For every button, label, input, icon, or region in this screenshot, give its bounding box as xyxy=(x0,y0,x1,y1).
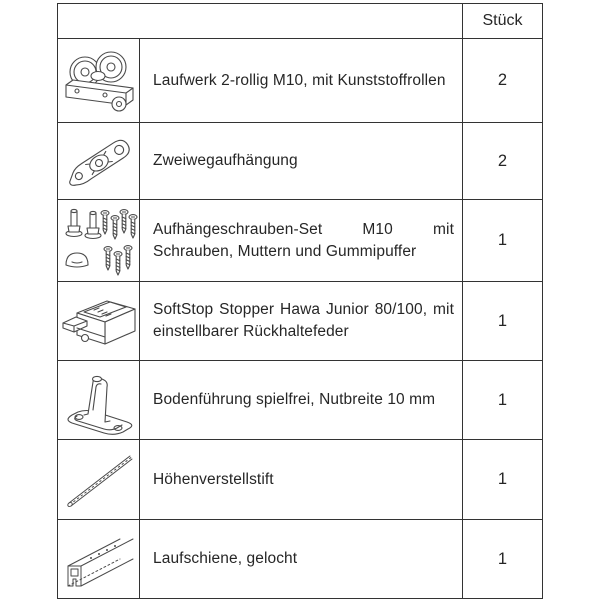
part-image-cell xyxy=(58,520,140,599)
part-quantity: 1 xyxy=(463,440,543,520)
part-description: Bodenführung spielfrei, Nutbreite 10 mm xyxy=(140,361,463,440)
part-description: Laufwerk 2-rollig M10, mit Kunststoffrollen xyxy=(140,39,463,123)
part-quantity: 1 xyxy=(463,282,543,361)
part-description: Laufschiene, gelocht xyxy=(140,520,463,599)
part-quantity: 1 xyxy=(463,520,543,599)
roller-trolley-drawing xyxy=(60,43,138,119)
part-image-cell xyxy=(58,282,140,361)
table-header-row xyxy=(58,4,543,39)
part-quantity: 2 xyxy=(463,39,543,123)
header-qty-label: Stück xyxy=(463,4,543,39)
table-row xyxy=(58,282,543,361)
part-description: SoftStop Stopper Hawa Junior 80/100, mit einstellbarer Rückhaltefeder xyxy=(140,282,463,361)
part-image-cell xyxy=(58,440,140,520)
part-quantity: 1 xyxy=(463,200,543,282)
parts-table xyxy=(57,3,543,599)
part-description: Zweiwegaufhängung xyxy=(140,123,463,200)
table-row xyxy=(58,123,543,200)
part-image-cell xyxy=(58,39,140,123)
part-image-cell xyxy=(58,200,140,282)
height-pin-drawing xyxy=(60,443,138,517)
part-description: Höhenverstellstift xyxy=(140,440,463,520)
two-way-suspension-drawing xyxy=(60,126,138,196)
softstop-stopper-drawing xyxy=(60,285,138,357)
floor-guide-drawing xyxy=(60,363,138,437)
running-track-drawing xyxy=(60,522,138,596)
part-quantity: 1 xyxy=(463,361,543,440)
screw-set-drawing xyxy=(60,204,138,278)
part-image-cell xyxy=(58,123,140,200)
table-row xyxy=(58,440,543,520)
table-row xyxy=(58,520,543,599)
part-image-cell xyxy=(58,361,140,440)
table-row xyxy=(58,361,543,440)
header-empty-cell xyxy=(58,4,463,39)
table-row xyxy=(58,39,543,123)
table-row xyxy=(58,200,543,282)
part-quantity: 2 xyxy=(463,123,543,200)
part-description: Aufhängeschrauben-Set M10 mit Schrauben, Muttern und Gummipuffer xyxy=(140,200,463,282)
